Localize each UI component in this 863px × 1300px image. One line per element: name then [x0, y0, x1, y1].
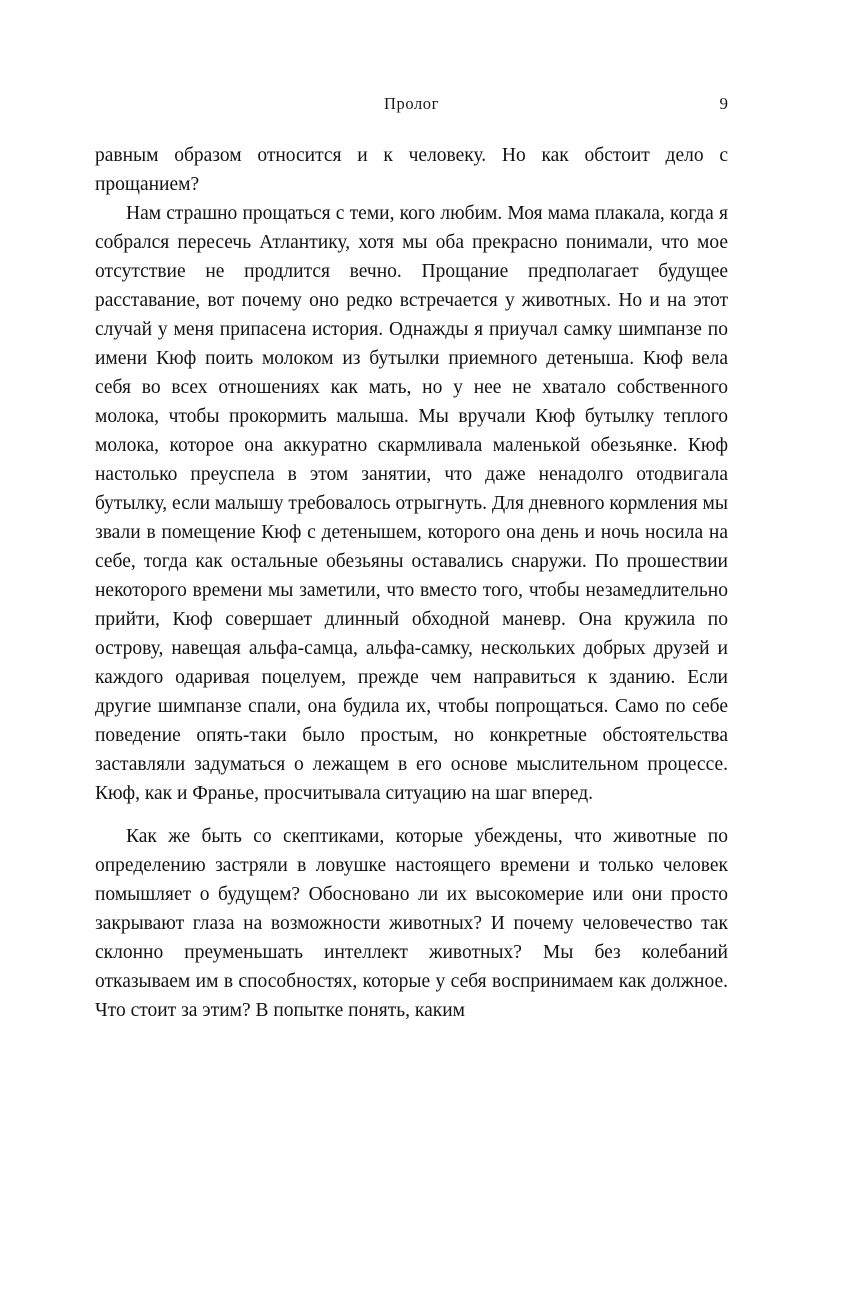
chapter-title: Пролог	[383, 94, 440, 113]
paragraph: Как же быть со скептиками, которые убеждены, что животные по определению застряли в ловушке настоящего времени и только человек помышляет о будущем? Обосновано ли их высокомерие или они просто закрывают глаза на возможности животных? И почему человечество так склонно преуменьшать интеллект животных? Мы без колебаний отказываем им в способностях, которые у себя воспринимаем как должное. Что стоит за этим? В попытке понять, каким	[95, 826, 728, 1021]
page-number: 9	[719, 94, 728, 113]
paragraph: Нам страшно прощаться с теми, кого любим. Моя мама плакала, когда я собрался пересечь Атлантику, хотя мы оба прекрасно понимали, что мое отсутствие не продлится вечно. Прощание предполагает будущее расставание, вот почему оно редко встречается у животных. Но и на этот случай у меня припасена история. Однажды я приучал самку шимпанзе по имени Кюф поить молоком из бутылки приемного детеныша. Кюф вела себя во всех отношениях как мать, но у нее не хватало собственного молока, чтобы прокормить малыша. Мы вручали Кюф бутылку теплого молока, которое она аккуратно скармливала маленькой обезьянке. Кюф настолько преуспела в этом занятии, что даже ненадолго отодвигала бутылку, если малышу требовалось отрыгнуть. Для дневного кормления мы звали в помещение Кюф с детенышем, которого она день и ночь носила на себе, тогда как остальные обезьяны оставались снаружи. По прошествии некоторого времени мы заметили, что вместо того, чтобы незамедлительно прийти, Кюф совершает длинный обходной маневр. Она кружила по острову, навещая альфа-самца, альфа-самку, нескольких добрых друзей и каждого одаривая поцелуем, прежде чем направиться к зданию. Если другие шимпанзе спали, она будила их, чтобы попрощаться. Само по себе поведение опять-таки было простым, но конкретные обстоятельства заставляли задуматься о лежащем в его основе мыслительном процессе. Кюф, как и Франье, просчитывала ситуацию на шаг вперед.	[95, 203, 728, 804]
body-text	[95, 141, 728, 1025]
paragraph-continuation: равным образом относится и к человеку. Но как обстоит дело с прощанием?	[95, 145, 728, 195]
running-header	[95, 94, 728, 118]
